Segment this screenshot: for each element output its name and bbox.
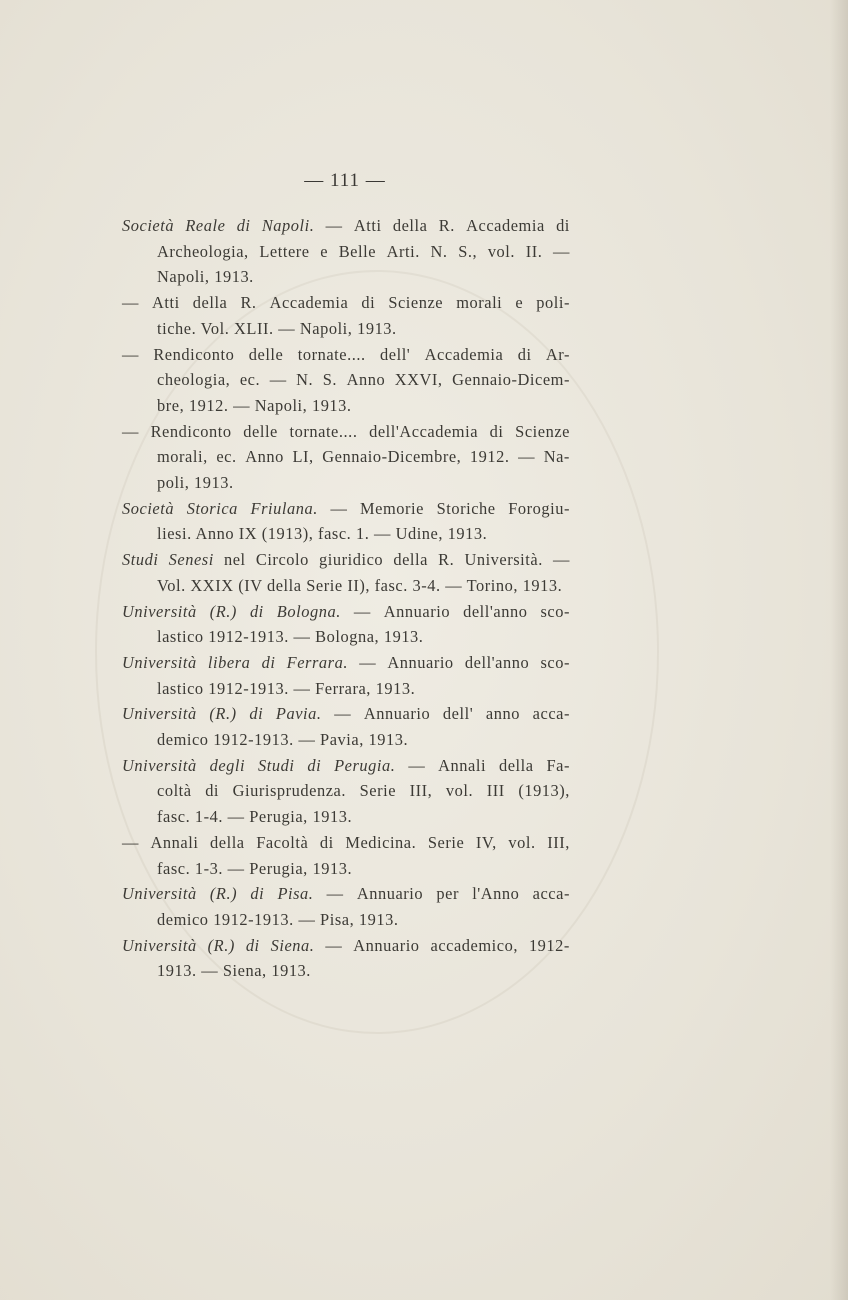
word: — — [408, 755, 426, 775]
entry-text: Vol. XXIX (IV della Serie II), fasc. 3-4. — Torino, 1913. — [157, 575, 563, 595]
entry-text: bre, 1912. — Napoli, 1913. — [157, 395, 352, 415]
word: anno — [485, 704, 520, 724]
word: Università — [122, 935, 197, 955]
word: Reale — [185, 216, 226, 235]
word: Facoltà — [256, 832, 309, 852]
word: — — [359, 652, 377, 672]
entry-line — [122, 419, 570, 445]
word: N. — [430, 241, 448, 261]
bibliography-entry — [122, 342, 570, 419]
word: vol. — [508, 832, 536, 852]
word: Serie — [359, 781, 397, 801]
bibliography-entry — [122, 933, 570, 984]
word: Perugia. — [334, 755, 396, 775]
entry-line — [122, 881, 570, 907]
word: sco- — [540, 652, 570, 672]
word: l'Anno — [472, 884, 520, 904]
entry-line — [122, 521, 570, 547]
entry-line — [122, 753, 570, 779]
bibliography-entry — [122, 213, 570, 290]
word: vol. — [487, 241, 516, 261]
word: Annuario — [353, 935, 420, 955]
word: R. — [438, 216, 455, 235]
word: Bologna. — [276, 601, 341, 621]
entry-text: tiche. Vol. XLII. — Napoli, 1913. — [157, 318, 397, 338]
word: Studi — [258, 755, 295, 775]
entry-line — [122, 907, 570, 933]
word: Accademia — [269, 293, 349, 313]
word: Storiche — [436, 498, 496, 518]
word: (1913), — [518, 781, 570, 801]
word: Napoli. — [261, 216, 315, 235]
page-number: — 111 — — [304, 170, 386, 191]
entry-line — [122, 573, 570, 599]
word: — — [122, 293, 139, 313]
word: dell'anno — [464, 652, 530, 672]
entry-line — [122, 316, 570, 342]
word: Annuario — [356, 884, 424, 904]
word: di — [319, 832, 334, 852]
word: R. — [438, 550, 455, 570]
entry-line — [122, 727, 570, 753]
entry-text: fasc. 1-3. — Perugia, 1913. — [157, 858, 353, 878]
entry-line — [122, 213, 570, 239]
word: Archeologia, — [157, 241, 249, 261]
word: della — [192, 293, 228, 313]
word: — — [334, 704, 352, 724]
word: Senesi — [168, 550, 214, 570]
entry-line — [122, 444, 570, 470]
entry-line — [122, 676, 570, 702]
word: IV, — [475, 832, 497, 852]
word: ec. — [216, 447, 237, 467]
word: — — [330, 498, 348, 518]
bibliography-entry — [122, 547, 570, 598]
word: Università — [122, 652, 197, 672]
word: Ar- — [545, 344, 570, 364]
word: — — [122, 832, 139, 852]
word: di — [250, 884, 265, 904]
word: Università. — [464, 550, 543, 570]
word: giuridico — [319, 550, 384, 570]
bibliography-entry — [122, 419, 570, 496]
bibliography-entry — [122, 830, 570, 881]
word: Annali — [150, 832, 199, 852]
word: II. — [525, 241, 543, 261]
word: Annali — [438, 755, 487, 775]
word: Società — [122, 216, 175, 235]
word: di — [556, 216, 570, 235]
word: Na- — [543, 447, 570, 467]
word: accademico, — [430, 935, 518, 955]
word: Circolo — [255, 550, 309, 570]
word: Società — [122, 498, 175, 518]
word: R. — [240, 293, 257, 313]
entry-line — [122, 239, 570, 265]
word: Scienze — [388, 293, 444, 313]
word: Lettere — [259, 241, 310, 261]
word: III — [486, 781, 505, 801]
entry-line — [122, 624, 570, 650]
bibliography-entry — [122, 753, 570, 830]
word: della — [393, 550, 428, 570]
word: di — [261, 652, 276, 672]
word: Atti — [152, 293, 180, 313]
word: dell'Accademia — [369, 421, 479, 441]
entry-line — [122, 290, 570, 316]
word: (R.) — [209, 704, 237, 724]
word: della — [392, 216, 428, 235]
entry-line — [122, 804, 570, 830]
bibliography-entry — [122, 650, 570, 701]
bibliography-entry — [122, 881, 570, 932]
word: N. — [296, 370, 314, 390]
word: 1912- — [528, 935, 570, 955]
word: Accademia — [466, 216, 545, 235]
word: sco- — [540, 601, 570, 621]
entry-text: liesi. Anno IX (1913), fasc. 1. — Udine, 1913. — [157, 524, 488, 544]
word: morali, — [157, 447, 208, 467]
word: Scienze — [515, 421, 570, 441]
word: delle — [243, 421, 278, 441]
word: III, — [547, 832, 570, 852]
entry-line — [122, 547, 570, 573]
entry-line — [122, 393, 570, 419]
word: 1912. — [469, 447, 510, 467]
word: Accademia — [424, 344, 504, 364]
word: Serie — [427, 832, 465, 852]
word: — — [552, 241, 570, 261]
word: dell' — [380, 344, 411, 364]
entry-line — [122, 496, 570, 522]
word: acca- — [532, 884, 570, 904]
entry-text: Napoli, 1913. — [157, 267, 254, 287]
entry-line — [122, 650, 570, 676]
entry-line — [122, 470, 570, 496]
word: Siena. — [270, 935, 315, 955]
word: di — [489, 421, 504, 441]
entry-line — [122, 856, 570, 882]
bibliography-entry — [122, 599, 570, 650]
word: XXVI, — [394, 370, 443, 390]
entry-line — [122, 778, 570, 804]
word: Medicina. — [345, 832, 417, 852]
bibliography-entry — [122, 496, 570, 547]
word: Anno — [245, 447, 284, 467]
word: poli- — [536, 293, 570, 313]
word: dell'anno — [463, 601, 528, 621]
word: Forogiu- — [508, 498, 570, 518]
word: — — [325, 935, 343, 955]
word: Annuario — [383, 601, 451, 621]
entry-text: lastico 1912-1913. — Bologna, 1913. — [157, 627, 424, 647]
word: Giurisprudenza. — [232, 781, 347, 801]
word: di — [307, 755, 322, 775]
entry-line — [122, 958, 570, 984]
word: libera — [207, 652, 251, 672]
word: Studi — [122, 550, 159, 570]
entry-text: fasc. 1-4. — Perugia, 1913. — [157, 807, 353, 827]
word: III, — [409, 781, 433, 801]
word: morali — [456, 293, 503, 313]
word: Atti — [353, 216, 382, 235]
word: tornate.... — [297, 344, 366, 364]
word: di — [245, 935, 260, 955]
word: Pisa. — [277, 884, 314, 904]
word: Friulana. — [250, 498, 318, 518]
word: acca- — [532, 704, 570, 724]
word: Anno — [346, 370, 386, 390]
word: — — [122, 344, 139, 364]
word: di — [517, 344, 532, 364]
word: — — [353, 601, 371, 621]
word: — — [122, 421, 139, 441]
word: della — [498, 755, 534, 775]
word: (R.) — [207, 935, 235, 955]
word: tornate.... — [289, 421, 358, 441]
word: Fa- — [546, 755, 570, 775]
word: Storica — [186, 498, 238, 518]
word: di — [249, 704, 264, 724]
word: e — [515, 293, 524, 313]
word: di — [205, 781, 220, 801]
word: Annuario — [363, 704, 431, 724]
word: degli — [209, 755, 246, 775]
word: nel — [223, 550, 246, 570]
word: — — [325, 216, 343, 235]
bibliography-entry — [122, 701, 570, 752]
bibliography-list — [122, 213, 570, 984]
word: — — [553, 550, 570, 570]
word: Università — [122, 884, 197, 904]
word: Belle — [338, 241, 377, 261]
word: ec. — [239, 370, 261, 390]
word: Pavia. — [275, 704, 322, 724]
page-edge-shadow — [830, 0, 848, 1300]
word: Rendiconto — [150, 421, 232, 441]
entry-line — [122, 933, 570, 959]
word: Università — [122, 704, 197, 724]
word: di — [249, 601, 264, 621]
word: Università — [122, 601, 197, 621]
entry-text: poli, 1913. — [157, 473, 234, 493]
entry-text: demico 1912-1913. — Pavia, 1913. — [157, 730, 409, 750]
word: (R.) — [209, 884, 238, 904]
entry-line — [122, 701, 570, 727]
bibliography-entry — [122, 290, 570, 341]
entry-line — [122, 367, 570, 393]
word: della — [210, 832, 245, 852]
word: dell' — [442, 704, 474, 724]
word: — — [518, 447, 536, 467]
word: delle — [248, 344, 284, 364]
word: per — [436, 884, 459, 904]
entry-line — [122, 830, 570, 856]
word: vol. — [445, 781, 474, 801]
entry-text: lastico 1912-1913. — Ferrara, 1913. — [157, 678, 416, 698]
word: — — [269, 370, 287, 390]
word: (R.) — [209, 601, 237, 621]
entry-text: demico 1912-1913. — Pisa, 1913. — [157, 909, 399, 929]
word: — — [326, 884, 344, 904]
word: Annuario — [387, 652, 454, 672]
word: Ferrara. — [286, 652, 348, 672]
word: di — [236, 216, 251, 235]
word: Arti. — [386, 241, 420, 261]
word: Gennaio-Dicembre, — [322, 447, 462, 467]
entry-line — [122, 264, 570, 290]
entry-line — [122, 342, 570, 368]
word: Università — [122, 755, 197, 775]
word: e — [320, 241, 329, 261]
word: Memorie — [360, 498, 424, 518]
word: LI, — [292, 447, 314, 467]
word: cheologia, — [157, 370, 231, 390]
word: Gennaio-Dicem- — [452, 370, 570, 390]
word: S. — [322, 370, 338, 390]
word: Rendiconto — [153, 344, 235, 364]
word: di — [361, 293, 376, 313]
word: S., — [458, 241, 478, 261]
entry-text: 1913. — Siena, 1913. — [157, 961, 311, 981]
entry-line — [122, 599, 570, 625]
word: coltà — [157, 781, 192, 801]
